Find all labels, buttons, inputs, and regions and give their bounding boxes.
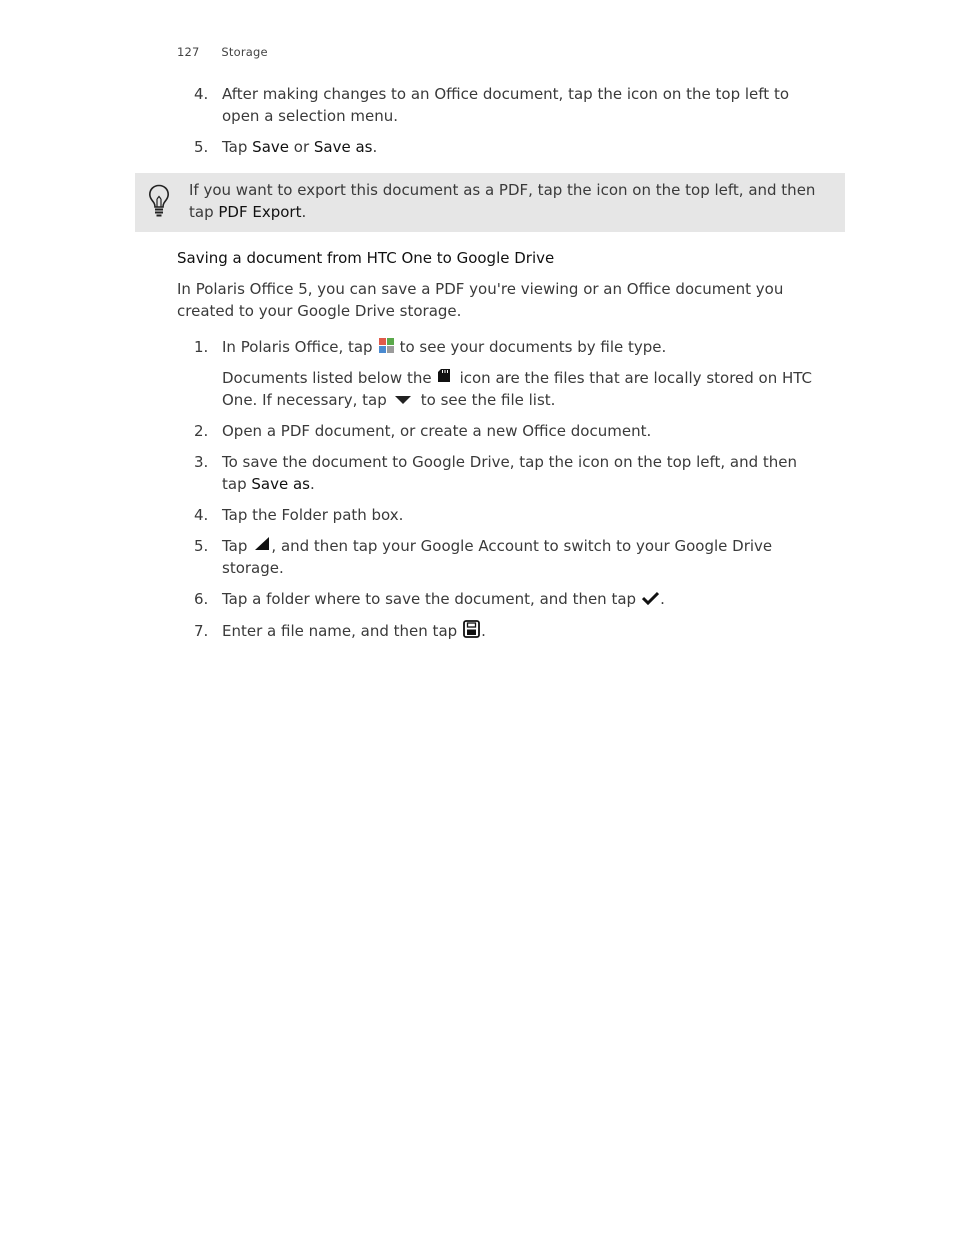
text-segment: . (481, 622, 486, 640)
step-4 (194, 504, 824, 526)
save-label: Save (252, 138, 289, 156)
text-segment: Enter a file name, and then tap (222, 622, 458, 640)
tip-box (135, 173, 845, 232)
text-segment: To save the document to Google Drive, tap the icon on the top left, and then tap (222, 453, 798, 493)
step-4-top (194, 83, 824, 127)
section-name: Storage (221, 45, 268, 59)
text-segment: If you want to export this document as a PDF, tap the icon on the top left, and then tap (189, 181, 816, 221)
text-segment: In Polaris Office, tap (222, 338, 373, 356)
step-text: Tap the Folder path box. (222, 506, 404, 524)
text-segment: , and then tap your Google Account to switch to your Google Drive storage. (222, 537, 773, 577)
step-number: 7. (194, 622, 209, 640)
step-text (222, 451, 824, 495)
section-heading: Saving a document from HTC One to Google Drive (177, 249, 555, 267)
step-number: 5. (194, 138, 209, 156)
corner-triangle-icon (255, 537, 269, 550)
step-1 (194, 336, 824, 358)
text-segment: . (372, 138, 378, 156)
tip-text (189, 179, 839, 223)
step-3 (194, 451, 824, 495)
step-text (222, 588, 824, 610)
step-text (222, 136, 824, 158)
step-number: 5. (194, 537, 209, 555)
section-intro: In Polaris Office 5, you can save a PDF you're viewing or an Office document you created to your Google Drive storage. (177, 280, 784, 320)
text-segment: . (301, 203, 307, 221)
file-type-grid-icon (379, 338, 394, 353)
text-segment: to see your documents by file type. (399, 338, 667, 356)
step-5-top (194, 136, 824, 158)
text-segment: Tap (222, 537, 248, 555)
text-segment: icon are the files that are locally stored on HTC One. If necessary, tap (222, 369, 813, 409)
step-number: 3. (194, 453, 209, 471)
text-segment: Tap a folder where to save the document, and then tap (222, 590, 637, 608)
text-segment: Tap (222, 138, 253, 156)
step-2 (194, 420, 824, 442)
step-text: Open a PDF document, or create a new Office document. (222, 422, 652, 440)
step-text (222, 535, 824, 579)
text-segment: or (289, 138, 314, 156)
lightbulb-icon (148, 184, 170, 218)
save-icon (463, 620, 480, 638)
step-1-note (194, 367, 824, 411)
step-7 (194, 620, 824, 642)
step-note-text (222, 367, 824, 411)
step-number: 4. (194, 506, 209, 524)
dropdown-arrow-icon (395, 395, 411, 405)
text-segment: . (309, 475, 315, 493)
save-as-label: Save as (313, 138, 373, 156)
step-number: 2. (194, 422, 209, 440)
step-text (222, 620, 824, 642)
step-number: 4. (194, 85, 209, 103)
page-header (177, 45, 268, 59)
step-text: After making changes to an Office document, tap the icon on the top left to open a selection menu. (222, 85, 790, 125)
text-segment: to see the file list. (420, 391, 556, 409)
sd-card-icon (438, 369, 450, 382)
step-number: 6. (194, 590, 209, 608)
step-6 (194, 588, 824, 610)
page-number: 127 (177, 45, 200, 59)
text-segment: Documents listed below the (222, 369, 432, 387)
save-as-label: Save as (251, 475, 310, 493)
text-segment: . (660, 590, 665, 608)
step-text (222, 336, 824, 358)
pdf-export-label: PDF Export (218, 203, 302, 221)
checkmark-icon (642, 591, 659, 605)
step-number: 1. (194, 338, 209, 356)
step-5 (194, 535, 824, 579)
